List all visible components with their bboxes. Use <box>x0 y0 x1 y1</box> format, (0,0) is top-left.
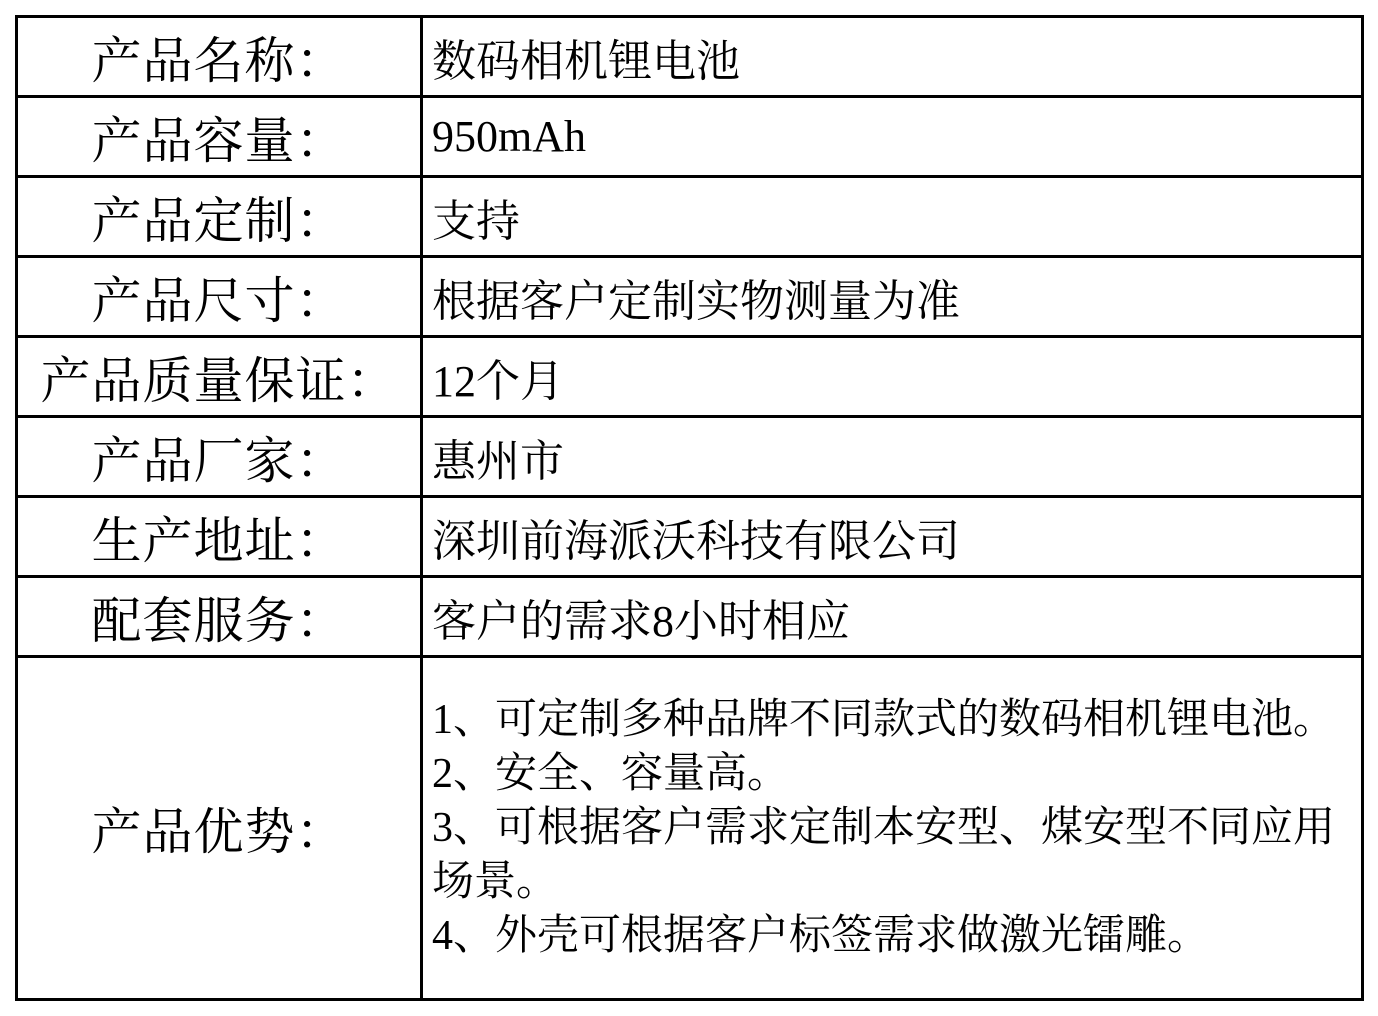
row-label-advantages: 产品优势： <box>17 657 422 1000</box>
row-label-warranty: 产品质量保证： <box>17 337 422 417</box>
advantage-line-1: 1、可定制多种品牌不同款式的数码相机锂电池。 <box>432 697 1336 743</box>
row-value-size: 根据客户定制实物测量为准 <box>422 257 1363 337</box>
table-row-address <box>17 497 1363 577</box>
row-label-size: 产品尺寸： <box>17 257 422 337</box>
row-label-manufacturer: 产品厂家： <box>17 417 422 497</box>
row-value-service: 客户的需求8小时相应 <box>422 577 1363 657</box>
row-label-service: 配套服务： <box>17 577 422 657</box>
advantage-line-4: 4、外壳可根据客户标签需求做激光镭雕。 <box>432 913 1210 959</box>
table-row-service <box>17 577 1363 657</box>
table-row-manufacturer <box>17 417 1363 497</box>
row-label-customization: 产品定制： <box>17 177 422 257</box>
table-row-capacity <box>17 97 1363 177</box>
advantage-line-3: 3、可根据客户需求定制本安型、煤安型不同应用场景。 <box>432 805 1336 905</box>
table-row-customization <box>17 177 1363 257</box>
row-value-capacity: 950mAh <box>422 97 1363 177</box>
advantage-line-2: 2、安全、容量高。 <box>432 751 790 797</box>
row-value-warranty: 12个月 <box>422 337 1363 417</box>
row-label-address: 生产地址： <box>17 497 422 577</box>
row-value-customization: 支持 <box>422 177 1363 257</box>
table-row-product-name <box>17 17 1363 97</box>
row-value-advantages <box>422 657 1363 1000</box>
table-row-warranty <box>17 337 1363 417</box>
row-value-address: 深圳前海派沃科技有限公司 <box>422 497 1363 577</box>
row-value-manufacturer: 惠州市 <box>422 417 1363 497</box>
table-row-advantages <box>17 657 1363 1000</box>
row-value-product-name: 数码相机锂电池 <box>422 17 1363 97</box>
row-label-capacity: 产品容量： <box>17 97 422 177</box>
table-row-size <box>17 257 1363 337</box>
row-label-product-name: 产品名称： <box>17 17 422 97</box>
product-spec-table <box>15 15 1364 1001</box>
